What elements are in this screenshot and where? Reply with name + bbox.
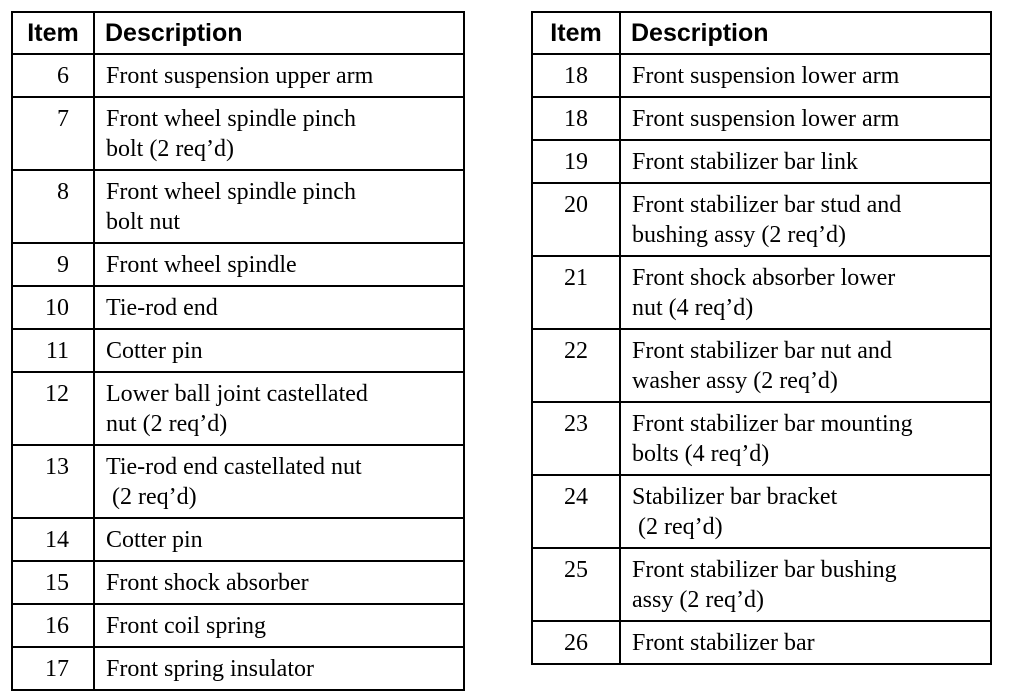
table-row (532, 256, 991, 329)
table-row (12, 518, 464, 561)
item-number: 16 (12, 604, 94, 647)
item-description: Front shock absorber lower nut (4 req’d) (620, 256, 991, 329)
item-description: Front suspension upper arm (94, 54, 464, 97)
table-row (532, 548, 991, 621)
item-number: 25 (532, 548, 620, 621)
item-description: Cotter pin (94, 518, 464, 561)
item-number: 14 (12, 518, 94, 561)
item-column-header: Item (532, 12, 620, 54)
description-column-header: Description (620, 12, 991, 54)
item-number: 10 (12, 286, 94, 329)
table-row (532, 329, 991, 402)
item-number: 22 (532, 329, 620, 402)
item-number: 20 (532, 183, 620, 256)
item-description: Front stabilizer bar bushing assy (2 req’d) (620, 548, 991, 621)
table-row (12, 604, 464, 647)
parts-table-left (11, 11, 465, 691)
item-description: Front stabilizer bar link (620, 140, 991, 183)
item-number: 18 (532, 54, 620, 97)
table-row (12, 329, 464, 372)
item-description: Stabilizer bar bracket (2 req’d) (620, 475, 991, 548)
parts-table-right (531, 11, 992, 665)
header-row (532, 12, 991, 54)
table-row (532, 54, 991, 97)
table-row (12, 97, 464, 170)
item-number: 12 (12, 372, 94, 445)
item-description: Tie-rod end (94, 286, 464, 329)
item-description: Front coil spring (94, 604, 464, 647)
item-description: Cotter pin (94, 329, 464, 372)
item-description: Front spring insulator (94, 647, 464, 690)
table-row (12, 372, 464, 445)
item-number: 19 (532, 140, 620, 183)
item-number: 13 (12, 445, 94, 518)
table-row (532, 475, 991, 548)
item-description: Front stabilizer bar mounting bolts (4 req’d) (620, 402, 991, 475)
item-description: Front wheel spindle pinch bolt (2 req’d) (94, 97, 464, 170)
item-description: Front suspension lower arm (620, 54, 991, 97)
item-number: 9 (12, 243, 94, 286)
item-number: 6 (12, 54, 94, 97)
table-row (12, 54, 464, 97)
table-row (532, 97, 991, 140)
item-description: Front stabilizer bar (620, 621, 991, 664)
table-row (12, 243, 464, 286)
item-description: Front stabilizer bar nut and washer assy (2 req’d) (620, 329, 991, 402)
item-number: 7 (12, 97, 94, 170)
item-number: 8 (12, 170, 94, 243)
item-column-header: Item (12, 12, 94, 54)
table-row (12, 286, 464, 329)
table-row (532, 183, 991, 256)
item-description: Front wheel spindle (94, 243, 464, 286)
table-row (532, 621, 991, 664)
item-number: 11 (12, 329, 94, 372)
item-number: 17 (12, 647, 94, 690)
table-row (12, 561, 464, 604)
item-description: Front stabilizer bar stud and bushing assy (2 req’d) (620, 183, 991, 256)
table-row (12, 445, 464, 518)
item-description: Front wheel spindle pinch bolt nut (94, 170, 464, 243)
table-row (532, 402, 991, 475)
item-number: 26 (532, 621, 620, 664)
item-number: 23 (532, 402, 620, 475)
item-description: Tie-rod end castellated nut (2 req’d) (94, 445, 464, 518)
item-number: 24 (532, 475, 620, 548)
table-row (12, 647, 464, 690)
item-description: Front suspension lower arm (620, 97, 991, 140)
table-row (12, 170, 464, 243)
item-number: 15 (12, 561, 94, 604)
item-number: 21 (532, 256, 620, 329)
header-row (12, 12, 464, 54)
description-column-header: Description (94, 12, 464, 54)
table-row (532, 140, 991, 183)
item-description: Front shock absorber (94, 561, 464, 604)
item-number: 18 (532, 97, 620, 140)
item-description: Lower ball joint castellated nut (2 req’d) (94, 372, 464, 445)
